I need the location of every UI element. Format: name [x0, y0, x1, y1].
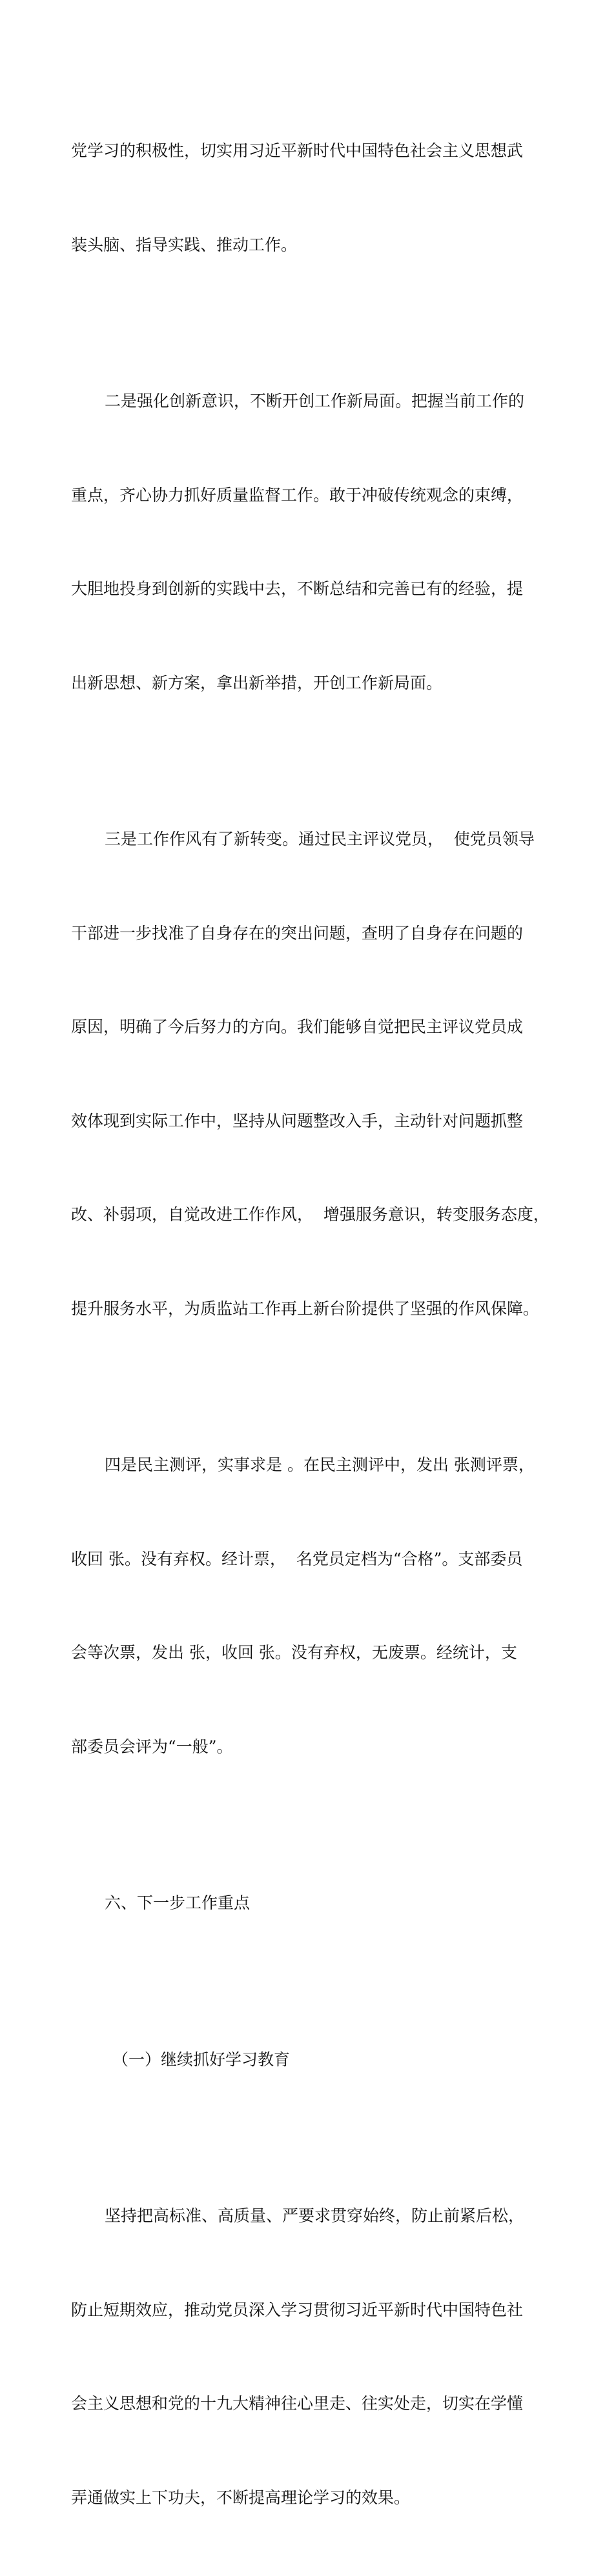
section-heading-six: [71, 1825, 523, 1982]
text-line: 原因，明确了今后努力的方向。我们能够自觉把民主评议党员成: [71, 1017, 524, 1036]
subsection-heading: （一）继续抓好学习教育: [112, 2050, 291, 2069]
text-line: 二是强化创新意识，不断开创工作新局面。把握当前工作的: [105, 392, 525, 410]
paragraph-innovation: [71, 323, 523, 761]
text-line: 三是工作作风有了新转变。通过民主评议党员， 使党员领导: [105, 830, 535, 848]
paragraph-study: [71, 2138, 523, 2576]
subsection-heading-one: [71, 1982, 523, 2139]
text-line: 干部进一步找准了自身存在的突出问题，查明了自身存在问题的: [71, 923, 524, 943]
text-line: 坚持把高标准、高质量、严要求贯穿始终，防止前紧后松，: [105, 2206, 525, 2225]
text-line: 重点，齐心协力抓好质量监督工作。敢于冲破传统观念的束缚，: [71, 485, 524, 504]
text-line: 大胆地投身到创新的实践中去，不断总结和完善已有的经验，提: [71, 579, 524, 598]
text-line: 四是民主测评，实事求是 。在民主测评中，发出 张测评票，: [105, 1455, 535, 1474]
section-heading: 六、下一步工作重点: [105, 1893, 251, 1912]
text-line: 会主义思想和党的十九大精神往心里走、往实处走，切实在学懂: [71, 2394, 524, 2413]
paragraph-work-style: [71, 761, 549, 1387]
text-line: 会等次票，发出 张，收回 张。没有弃权，无废票。经统计，支: [71, 1643, 517, 1662]
paragraph-continuation: [71, 73, 523, 323]
text-line: 效体现到实际工作中，坚持从问题整改入手，主动针对问题抓整: [71, 1111, 524, 1130]
paragraph-evaluation: [71, 1387, 535, 1825]
text-line: 收回 张。没有弃权。经计票， 名党员定档为“合格”。支部委员: [71, 1549, 523, 1568]
text-line: 装头脑、指导实践、推动工作。: [71, 235, 298, 254]
text-line: 弄通做实上下功夫，不断提高理论学习的效果。: [71, 2488, 411, 2507]
text-line: 部委员会评为“一般”。: [71, 1737, 233, 1756]
text-line: 出新思想、新方案，拿出新举措，开创工作新局面。: [71, 673, 443, 692]
text-line: 防止短期效应，推动党员深入学习贯彻习近平新时代中国特色社: [71, 2300, 524, 2319]
document-body: [71, 73, 549, 2576]
text-line: 党学习的积极性，切实用习近平新时代中国特色社会主义思想武: [71, 141, 524, 160]
text-line: 改、补弱项，自觉改进工作作风， 增强服务意识，转变服务态度，: [71, 1205, 549, 1224]
text-line: 提升服务水平，为质监站工作再上新台阶提供了坚强的作风保障。: [71, 1299, 540, 1318]
